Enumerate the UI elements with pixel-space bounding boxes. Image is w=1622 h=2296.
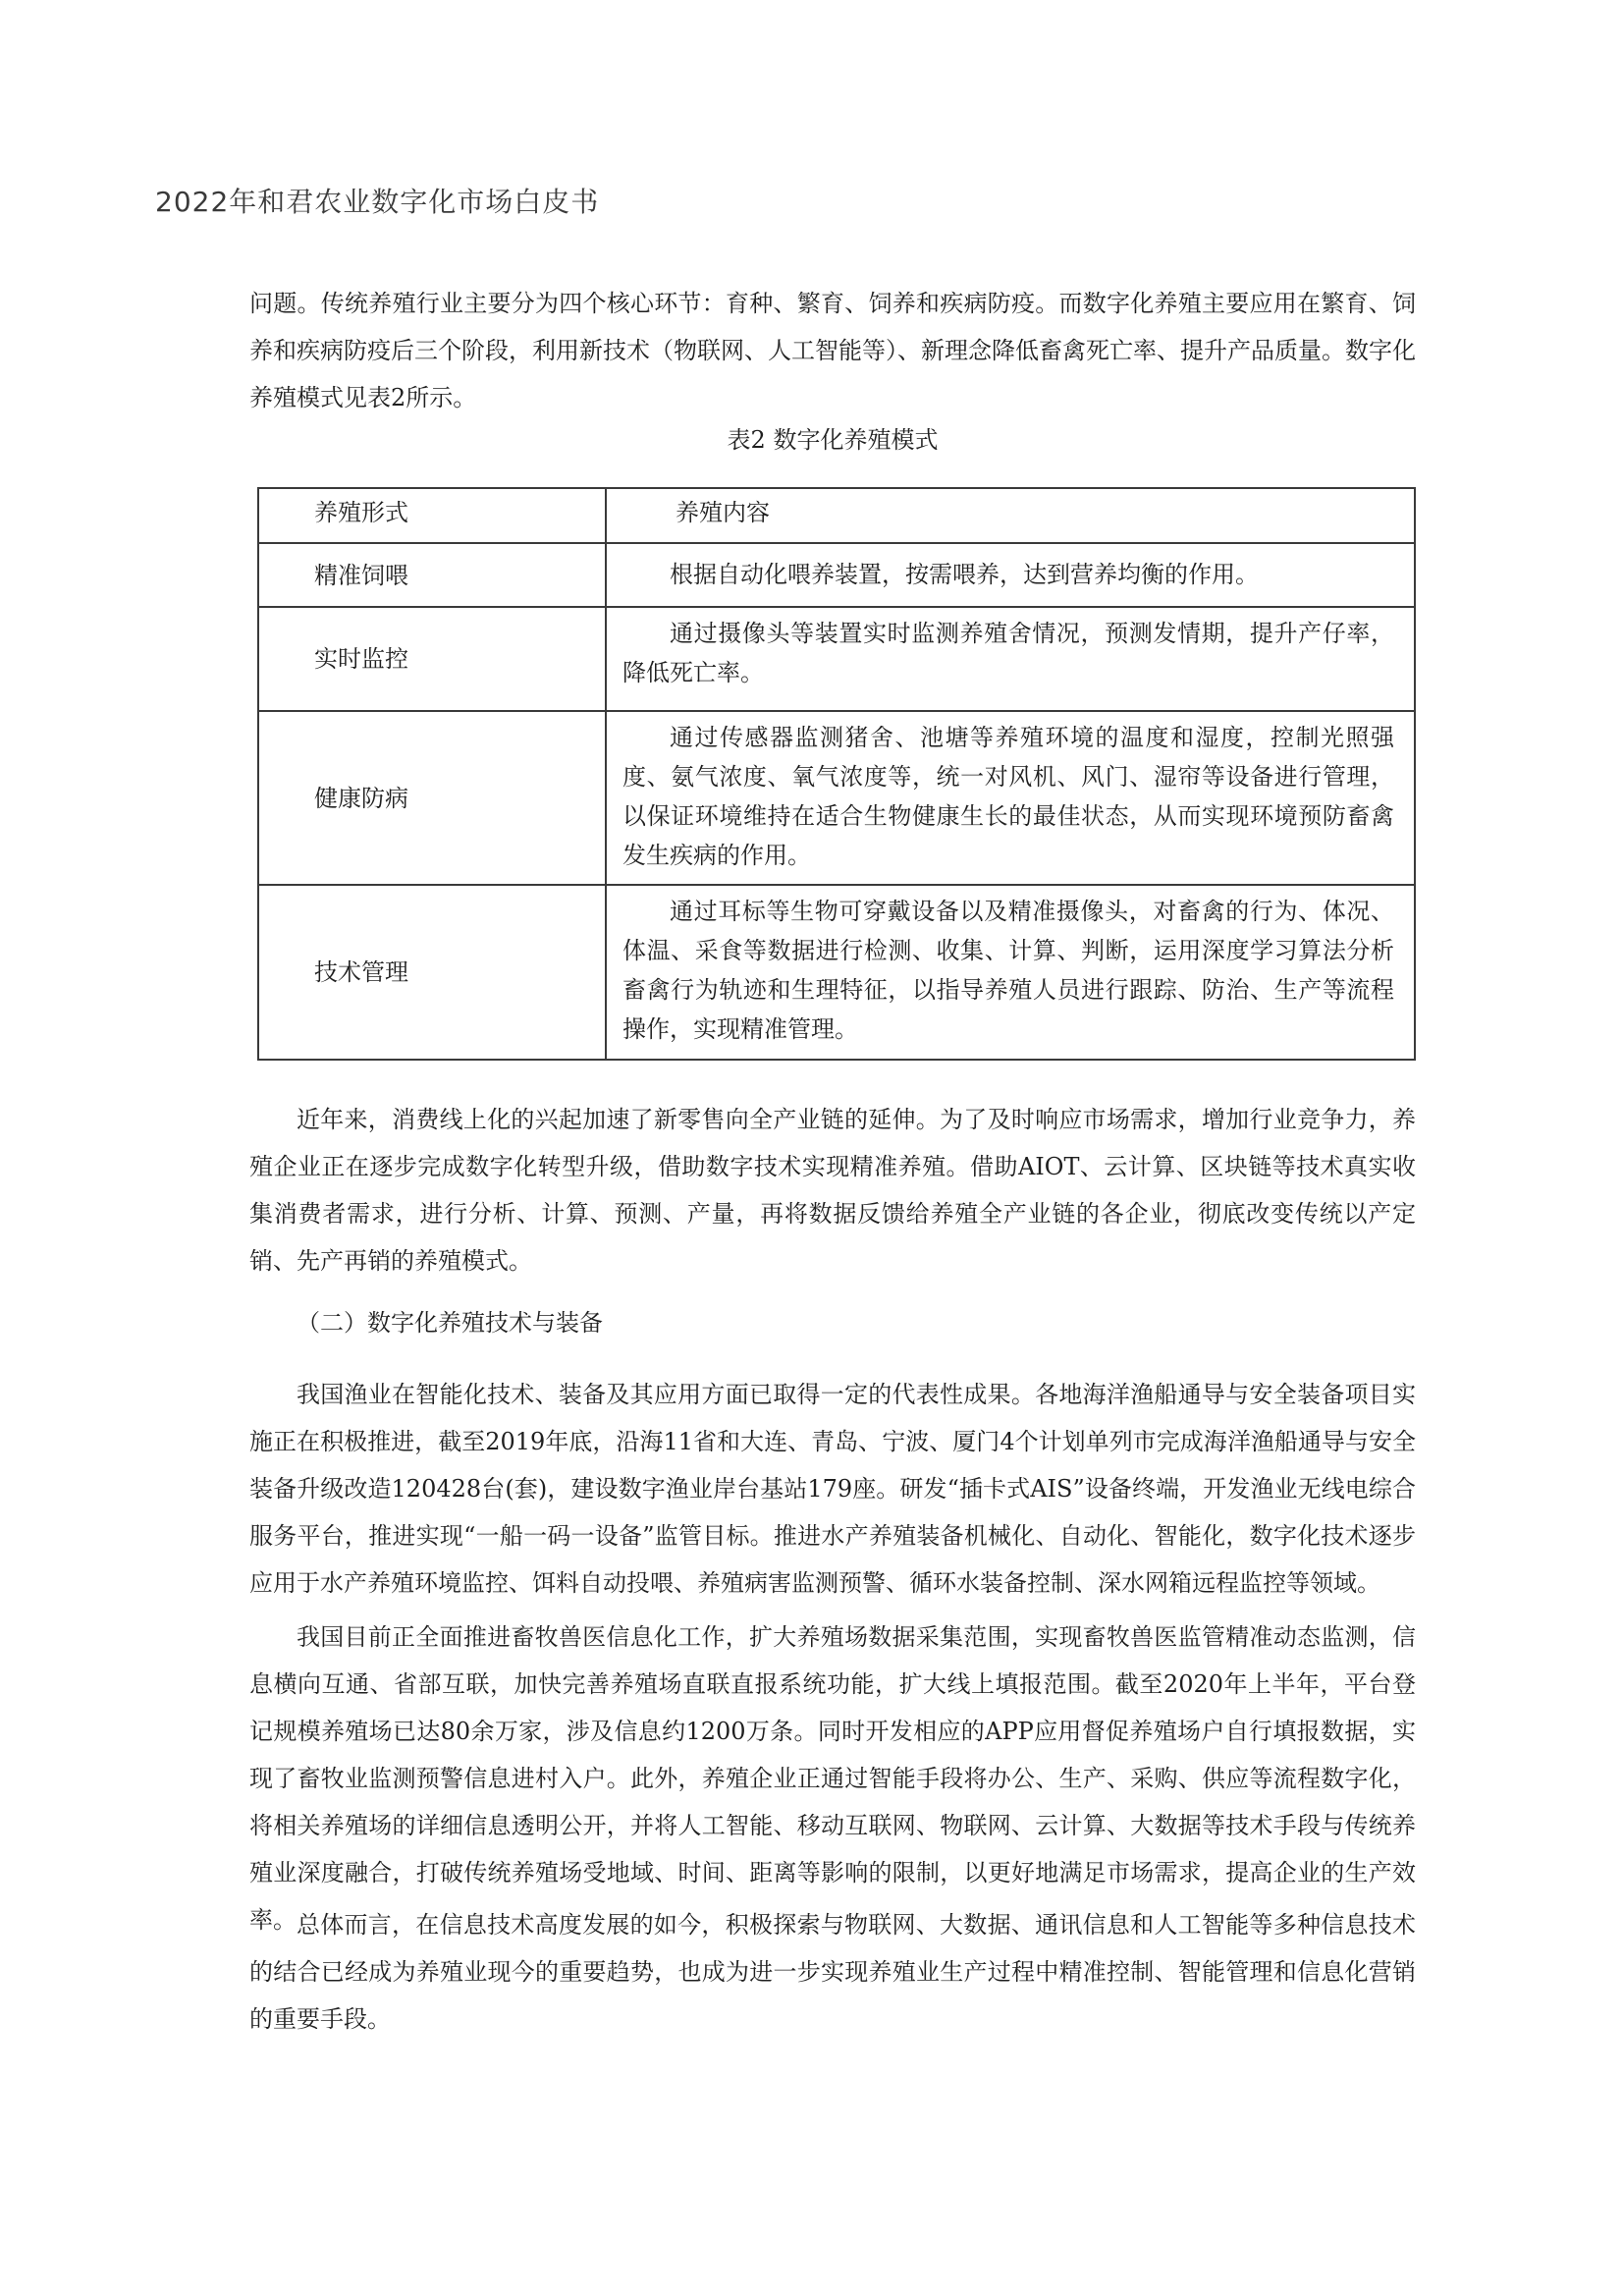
table-cell-form: 精准饲喂 [258, 543, 606, 607]
table-header-content: 养殖内容 [606, 488, 1415, 543]
table-cell-content: 根据自动化喂养装置，按需喂养，达到营养均衡的作用。 [606, 543, 1415, 607]
table-header-row [258, 488, 1415, 543]
running-header-title: 2022年和君农业数字化市场白皮书 [155, 186, 600, 218]
table-caption: 表2 数字化养殖模式 [727, 426, 939, 454]
table-cell-content: 通过传感器监测猪舍、池塘等养殖环境的温度和湿度，控制光照强度、氨气浓度、氧气浓度等，统一对风机、风门、湿帘等设备进行管理，以保证环境维持在适合生物健康生长的最佳状态，从而实现环境预防畜禽发生疾病的作用。 [606, 711, 1415, 885]
paragraph-new-retail: 近年来，消费线上化的兴起加速了新零售向全产业链的延伸。为了及时响应市场需求，增加行业竞争力，养殖企业正在逐步完成数字化转型升级，借助数字技术实现精准养殖。借助AIOT、云计算、区块链等技术真实收集消费者需求，进行分析、计算、预测、产量，再将数据反馈给养殖全产业链的各企业，彻底改变传统以产定销、先产再销的养殖模式。 [249, 1106, 1416, 1275]
table-cell-form: 技术管理 [258, 885, 606, 1060]
table-row [258, 607, 1415, 711]
paragraph-fishery: 我国渔业在智能化技术、装备及其应用方面已取得一定的代表性成果。各地海洋渔船通导与安全装备项目实施正在积极推进，截至2019年底，沿海11省和大连、青岛、宁波、厦门4个计划单列市完成海洋渔船通导与安全装备升级改造120428台(套)，建设数字渔业岸台基站179座。研发“插卡式AIS”设备终端，开发渔业无线电综合服务平台，推进实现“一船一码一设备”监管目标。推进水产养殖装备机械化、自动化、智能化，数字化技术逐步应用于水产养殖环境监控、饵料自动投喂、养殖病害监测预警、循环水装备控制、深水网箱远程监控等领域。 [249, 1381, 1416, 1597]
breeding-model-table [257, 487, 1416, 1061]
table-row [258, 885, 1415, 1060]
paragraph-livestock: 我国目前正全面推进畜牧兽医信息化工作，扩大养殖场数据采集范围，实现畜牧兽医监管精准动态监测，信息横向互通、省部互联，加快完善养殖场直联直报系统功能，扩大线上填报范围。截至2020年上半年，平台登记规模养殖场已达80余万家，涉及信息约1200万条。同时开发相应的APP应用督促养殖场户自行填报数据，实现了畜牧业监测预警信息进村入户。此外，养殖企业正通过智能手段将办公、生产、采购、供应等流程数字化，将相关养殖场的详细信息透明公开，并将人工智能、移动互联网、物联网、云计算、大数据等技术手段与传统养殖业深度融合，打破传统养殖场受地域、时间、距离等影响的限制，以更好地满足市场需求，提高企业的生产效率。 [249, 1623, 1416, 1934]
table-row [258, 543, 1415, 607]
table-header-form: 养殖形式 [258, 488, 606, 543]
section-heading: （二）数字化养殖技术与装备 [297, 1309, 603, 1337]
table-cell-form: 健康防病 [258, 711, 606, 885]
intro-paragraph: 问题。传统养殖行业主要分为四个核心环节：育种、繁育、饲养和疾病防疫。而数字化养殖主要应用在繁育、饲养和疾病防疫后三个阶段，利用新技术（物联网、人工智能等）、新理念降低畜禽死亡率、提升产品质量。数字化养殖模式见表2所示。 [249, 290, 1416, 411]
table-cell-content: 通过摄像头等装置实时监测养殖舍情况，预测发情期，提升产仔率，降低死亡率。 [606, 607, 1415, 711]
table-row [258, 711, 1415, 885]
table-cell-content: 通过耳标等生物可穿戴设备以及精准摄像头，对畜禽的行为、体况、体温、采食等数据进行检测、收集、计算、判断，运用深度学习算法分析畜禽行为轨迹和生理特征，以指导养殖人员进行跟踪、防治、生产等流程操作，实现精准管理。 [606, 885, 1415, 1060]
table-cell-form: 实时监控 [258, 607, 606, 711]
paragraph-summary: 总体而言，在信息技术高度发展的如今，积极探索与物联网、大数据、通讯信息和人工智能等多种信息技术的结合已经成为养殖业现今的重要趋势，也成为进一步实现养殖业生产过程中精准控制、智能管理和信息化营销的重要手段。 [249, 1911, 1416, 2033]
